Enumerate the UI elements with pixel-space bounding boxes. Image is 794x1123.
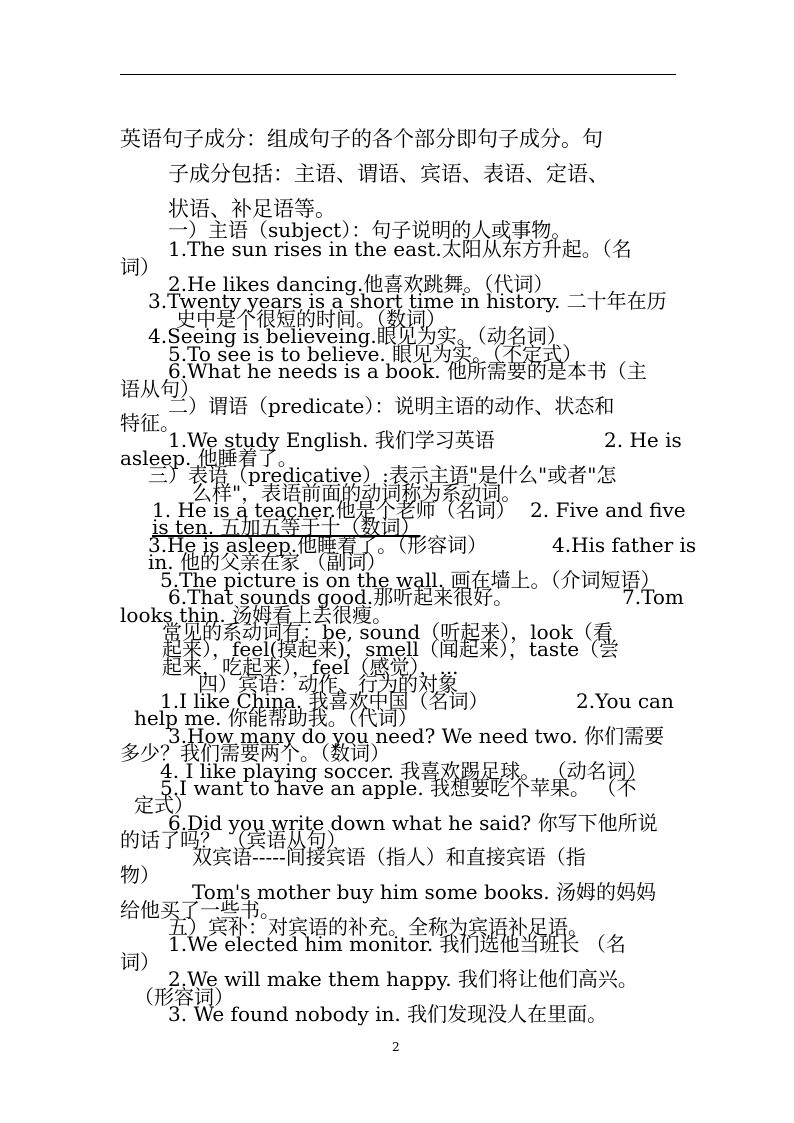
text-line: 子成分包括：主语、谓语、宾语、表语、定语、	[168, 162, 609, 186]
page-number: 2	[392, 1040, 400, 1054]
text-line: 6.What he needs is a book. 他所需要的是本书（主	[168, 359, 647, 383]
text-line: 5.The picture is on the wall. 画在墙上。（介词短语）	[160, 568, 661, 592]
text-line: 3. We found nobody in. 我们发现没人在里面。	[168, 1002, 608, 1026]
text-line: 物）	[120, 863, 160, 887]
text-line: 1.We study English. 我们学习英语	[168, 428, 495, 452]
text-line: 3.He is asleep.他睡着了。（形容词）	[148, 533, 488, 557]
text-line: asleep. 他睡着了。	[120, 446, 298, 470]
text-line: 词）	[120, 255, 160, 279]
text-line: 6.Did you write down what he said? 你写下他所说	[168, 811, 658, 835]
text-line: help me. 你能帮助我。（代词）	[134, 706, 418, 730]
text-line: 语从句）	[120, 377, 200, 401]
text-line: 一）主语（subject）：句子说明的人或事物。	[168, 218, 572, 242]
text-line: 5.To see is to believe. 眼见为实。（不定式）	[168, 342, 583, 366]
text-line: 三）表语（predicative）:表示主语"是什么"或者"怎	[148, 463, 617, 487]
text-line: 2.He likes dancing.他喜欢跳舞。（代词）	[168, 272, 554, 296]
text-line: 词）	[120, 950, 160, 974]
text-line: 7.Tom	[622, 585, 684, 609]
text-line: 多少？我们需要两个。（数词）	[120, 741, 390, 765]
text-line: 起来），feel(摸起来)，smell（闻起来），taste（尝	[162, 637, 620, 661]
text-line: 常见的系动词有：be, sound（听起来），look（看	[162, 620, 613, 644]
text-line: 状语、补足语等。	[168, 197, 336, 221]
text-line: is ten. 五加五等于十（数词）	[152, 515, 421, 539]
text-line: 起来，吃起来），feel（感觉），...	[162, 655, 459, 679]
text-line: looks thin. 汤姆看上去很瘦。	[120, 603, 393, 627]
text-line: 给他买了一些书。	[120, 898, 280, 922]
text-line: 特征。	[120, 411, 180, 435]
text-line: 1. He is a teacher.他是个老师（名词）	[152, 498, 516, 522]
text-line: 2. Five and five	[530, 498, 686, 522]
text-line: 二）谓语（predicate）：说明主语的动作、状态和	[168, 394, 615, 418]
text-line: 史中是个很短的时间。（数词）	[176, 307, 446, 331]
text-line: 1.We elected him monitor. 我们选他当班长 （名	[168, 932, 626, 956]
text-line: 四）宾语：动作、行为的对象	[198, 672, 458, 696]
text-line: 4. I like playing soccer. 我喜欢踢足球。 （动名词）	[160, 759, 647, 783]
text-line: 双宾语-----间接宾语（指人）和直接宾语（指	[192, 845, 586, 869]
text-line: 2.We will make them happy. 我们将让他们高兴。	[168, 967, 638, 991]
text-line: 五）宾补：对宾语的补充。全称为宾语补足语。	[168, 915, 588, 939]
text-line: 定式）	[134, 793, 194, 817]
text-line: 1.The sun rises in the east.太阳从东方升起。（名	[168, 237, 632, 261]
text-line: 4.Seeing is believeing.眼见为实。（动名词）	[148, 324, 567, 348]
text-line: 的话了吗？ （宾语从句）	[120, 828, 347, 852]
text-line: 1.I like China. 我喜欢中国（名词）	[160, 689, 489, 713]
text-line: in. 他的父亲在家 （副词）	[148, 550, 387, 574]
text-line: 3.How many do you need? We need two. 你们需要	[168, 724, 665, 748]
text-line: 6.That sounds good.那听起来很好。	[168, 585, 514, 609]
text-line: 英语句子成分：组成句子的各个部分即句子成分。句	[120, 127, 603, 151]
text-line: 4.His father is	[552, 533, 697, 557]
text-line: 2.You can	[576, 689, 674, 713]
header-rule	[120, 74, 676, 75]
text-line: 3.Twenty years is a short time in history. 二十年在历	[148, 289, 667, 313]
text-line: 么样"，表语前面的动词称为系动词。	[192, 481, 522, 505]
text-line: Tom's mother buy him some books. 汤姆的妈妈	[192, 880, 656, 904]
text-line: （形容词）	[134, 985, 234, 1009]
text-line: 5.I want to have an apple. 我想要吃个苹果。 （不	[160, 776, 637, 800]
text-line: 2. He is	[604, 428, 682, 452]
